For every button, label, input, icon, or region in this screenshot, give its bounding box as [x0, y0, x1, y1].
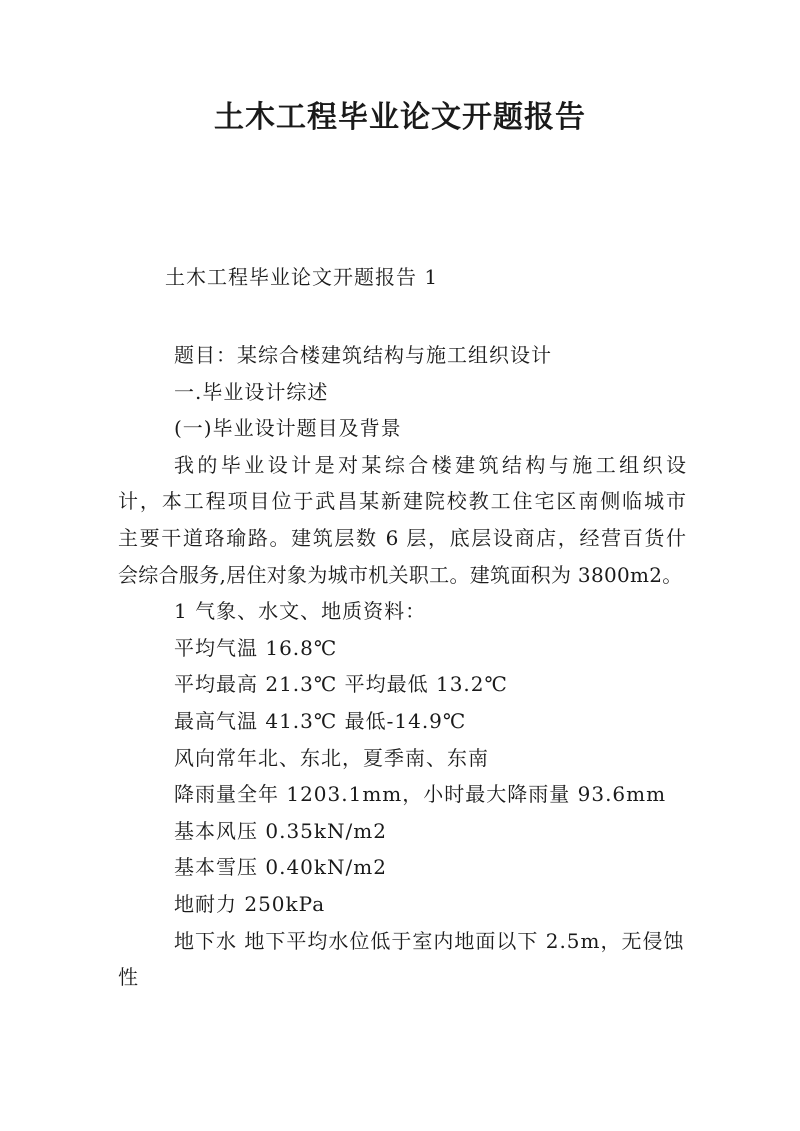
paragraph-line: 会综合服务,居住对象为城市机关职工。建筑面积为 3800m2。 [118, 562, 683, 587]
paragraph-line: 我的毕业设计是对某综合楼建筑结构与施工组织设 [174, 452, 686, 477]
data-line: 地耐力 250kPa [174, 891, 326, 916]
section-heading: 一.毕业设计综述 [174, 379, 329, 404]
climate-heading: 1 气象、水文、地质资料： [174, 599, 427, 624]
data-line: 平均最高 21.3℃ 平均最低 13.2℃ [174, 672, 508, 697]
subsection-heading: (一)毕业设计题目及背景 [174, 416, 402, 441]
paragraph-line: 计，本工程项目位于武昌某新建院校教工住宅区南侧临城市 [118, 489, 686, 514]
data-line: 基本雪压 0.40kN/m2 [174, 855, 387, 880]
data-line: 平均气温 16.8℃ [174, 635, 338, 660]
data-line: 最高气温 41.3℃ 最低-14.9℃ [174, 708, 467, 733]
document-title: 土木工程毕业论文开题报告 [214, 100, 586, 135]
data-line: 性 [118, 965, 139, 990]
report-subtitle: 土木工程毕业论文开题报告 1 [165, 265, 439, 289]
data-line: 风向常年北、东北，夏季南、东南 [174, 745, 489, 770]
topic-line: 题目：某综合楼建筑结构与施工组织设计 [174, 343, 552, 367]
data-line: 降雨量全年 1203.1mm，小时最大降雨量 93.6mm [174, 782, 667, 807]
paragraph-line: 主要干道珞瑜路。建筑层数 6 层，底层设商店，经营百货什 [118, 525, 686, 550]
data-line: 基本风压 0.35kN/m2 [174, 818, 387, 843]
data-line: 地下水 地下平均水位低于室内地面以下 2.5m，无侵蚀 [174, 928, 685, 953]
report-body [118, 337, 686, 996]
